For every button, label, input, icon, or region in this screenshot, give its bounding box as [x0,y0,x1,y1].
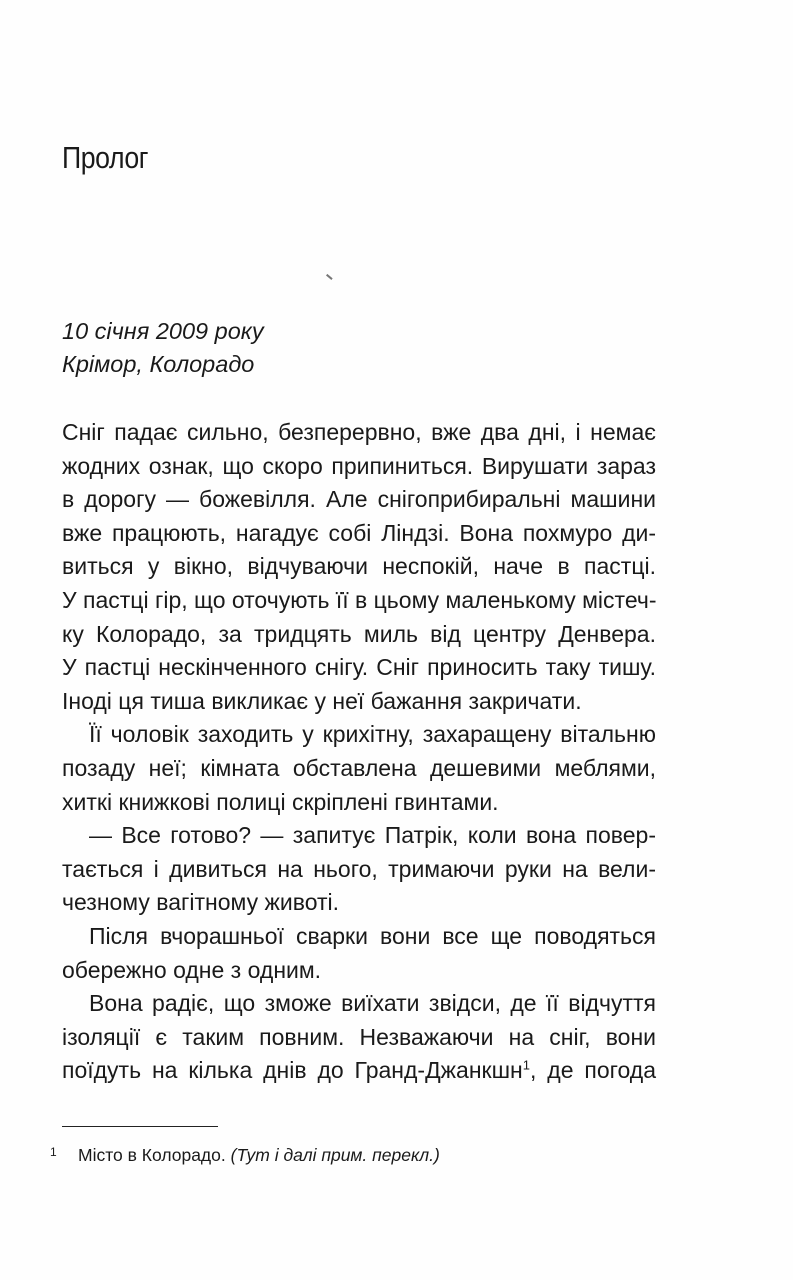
text-line: вже працюють, нагадує собі Ліндзі. Вона похмуро ди- [62,519,656,546]
footnote-text: Місто в Колорадо. [78,1145,226,1165]
text-line: Вона радіє, що зможе виїхати звідси, де її відчуття [89,990,656,1017]
text-line: чезному вагітному животі. [62,889,340,916]
body-text [62,416,656,1088]
text-line: ізоляції є таким повним. Незважаючи на сніг, вони [62,1023,656,1050]
footnote-reference: 1 [522,1057,530,1073]
text-line: У пастці гір, що оточують її в цьому маленькому містеч- [62,586,657,613]
print-speck [326,274,332,280]
text-fragment: поїдуть на кілька днів до Гранд-Джанкшн [62,1057,523,1084]
text-line: Іноді ця тиша викликає у неї бажання закричати. [62,687,582,714]
text-line: Її чоловік заходить у крихітну, захаращену вітальню [89,721,656,748]
text-line: У пастці нескінченного снігу. Сніг приносить таку тишу. [62,654,656,681]
dateline-place: Крімор, Колорадо [62,351,255,377]
text-line: хиткі книжкові полиці скріплені гвинтами. [62,788,499,815]
dateline [62,315,264,381]
text-line: обережно одне з одним. [62,956,322,983]
text-line: жодних ознак, що скоро припиниться. Вирушати зараз [62,452,656,479]
text-line: ку Колорадо, за тридцять миль від центру Денвера. [62,620,656,647]
text-line: тається і дивиться на нього, тримаючи руки на вели- [62,855,656,882]
footnote-mark: 1 [50,1145,57,1159]
text-fragment: , де погода [530,1057,656,1084]
dateline-date: 10 січня 2009 року [62,318,264,344]
text-line: Після вчорашньої сварки вони все ще поводяться [89,922,656,949]
chapter-title: Пролог [62,140,149,175]
text-line: виться у вікно, відчуваючи неспокій, наче в пастці. [62,553,656,580]
text-line: — Все готово? — запитує Патрік, коли вона повер- [89,822,656,849]
footnote-translator-note: (Тут і далі прим. перекл.) [230,1145,440,1165]
text-line: в дорогу — божевілля. Але снігоприбиральні машини [62,486,656,513]
text-line [62,1054,656,1088]
text-line: Сніг падає сильно, безперервно, вже два дні, і немає [62,419,656,445]
footnote-divider [62,1126,218,1127]
footnote [50,1140,440,1167]
text-line: позаду неї; кімната обставлена дешевими меблями, [62,754,656,781]
